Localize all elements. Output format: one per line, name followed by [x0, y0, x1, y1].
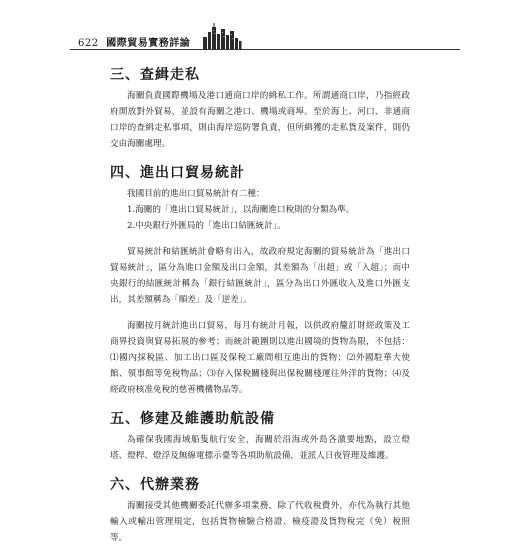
paragraph: 我國目前的進出口貿易統計有二種： — [127, 189, 265, 199]
paragraph: 海關負責國際機場及港口通商口岸的緝私工作。所謂通商口岸，乃指經政府開放對外貿易，並設有海關之港口、機場或商埠。至於海上、河口、非通商口岸的查緝走私事項，則由海岸巡防署負責，但所緝獲的走私貨及案件，則仍交由海關處理。 — [110, 91, 410, 149]
page-body — [110, 66, 410, 546]
page-number: 622 — [78, 38, 99, 49]
header-rule — [70, 49, 460, 50]
paragraph: 貿易統計和結匯統計會略有出入，故政府規定海關的貿易統計為「進出口貿易統計」，區分為進口金額及出口金額，其差額為「出超」或「入超」；而中央銀行的結匯統計稱為「銀行結匯統計」，區分為出口外匯收入及進口外匯支出，其差額稱為「順差」及「逆差」。 — [110, 247, 410, 305]
section-heading-smuggling: 三、查緝走私 — [110, 67, 200, 83]
section-heading-agency-services: 六、代辦業務 — [110, 477, 200, 493]
section-heading-navigation-aids: 五、修建及維護助航設備 — [110, 411, 275, 427]
list-item: 1.海關的「進出口貿易統計」，以海關進口稅則的分類為準。 — [127, 205, 355, 215]
running-header — [70, 20, 460, 50]
paragraph: 為確保我國海域船隻航行安全，海關於沿海或外島各激要地點，設立燈塔、燈桿、燈浮及無線電標示臺等各項助航設備，並派人日夜管理及維護。 — [110, 435, 410, 461]
list-item: 2.中央銀行外匯局的「進出口結匯統計」。 — [127, 221, 286, 231]
book-title: 國際貿易實務詳論 — [106, 38, 191, 49]
header-text — [78, 34, 190, 49]
paragraph: 海關接受其他機關委託代辦多項業務，除了代收稅費外，亦代為執行其他輸入或輸出管理規定，包括貨物檢驗合格證、檢疫證及貨物稅完（免）稅照等。 — [110, 501, 410, 543]
section-heading-trade-statistics: 四、進出口貿易統計 — [110, 165, 245, 181]
city-skyline-icon — [202, 20, 242, 50]
paragraph: 海關按月統計進出口貿易，每月有統計月報，以供政府釐訂財經政策及工商界投資與貿易拓展的參考；而統計範圍則以進出國境的貨物為限，不包括：⑴國內採稅區、加工出口區及保稅工廠間相互進出的貨物；⑵外國駐華大使館、領事館等免稅物品；⑶存入保稅關棧與出保稅關棧運往外洋的貨物；⑷及經政府核准免稅的慈善機構物品等。 — [110, 321, 410, 395]
